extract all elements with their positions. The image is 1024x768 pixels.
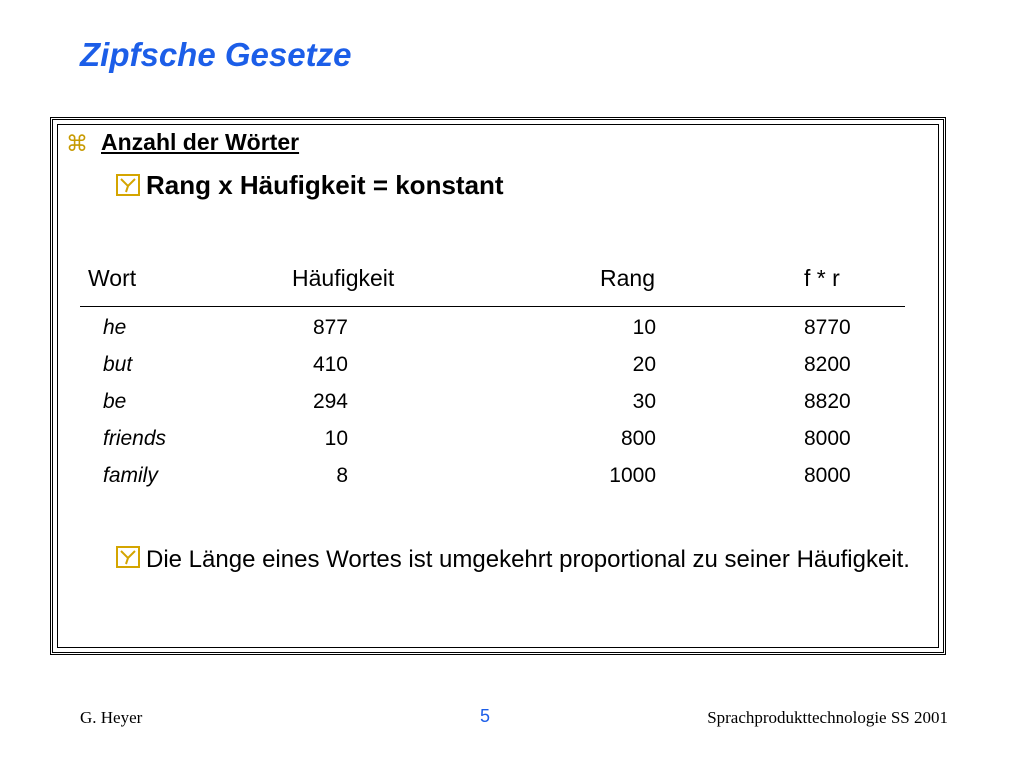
cell-product: 8820 — [804, 390, 851, 413]
column-header-haeufigkeit: Häufigkeit — [292, 265, 395, 291]
cell-rank: 10 — [632, 316, 656, 339]
column-header-fr: f * r — [804, 265, 840, 291]
cell-frequency: 8 — [336, 464, 348, 487]
cell-frequency: 410 — [312, 353, 348, 376]
checkbox-icon — [116, 174, 140, 196]
table-row — [0, 316, 1024, 353]
cell-product: 8000 — [804, 427, 851, 450]
cell-product: 8200 — [804, 353, 851, 376]
column-header-rang: Rang — [600, 265, 655, 291]
cell-rank: 30 — [632, 390, 656, 413]
table-row — [0, 353, 1024, 390]
cell-word: friends — [103, 427, 167, 450]
cell-frequency: 877 — [312, 316, 348, 339]
cell-rank: 1000 — [609, 464, 656, 487]
footer-page-number: 5 — [480, 706, 491, 726]
cell-rank: 20 — [632, 353, 656, 376]
table-row — [0, 390, 1024, 427]
checkbox-icon — [116, 546, 140, 568]
command-icon: ⌘ — [66, 131, 88, 156]
cell-frequency: 10 — [324, 427, 348, 450]
bullet-level1-text: Anzahl der Wörter — [101, 129, 300, 155]
table-row — [0, 464, 1024, 501]
cell-word: but — [103, 353, 133, 376]
table-row — [0, 427, 1024, 464]
cell-word: be — [103, 390, 127, 413]
column-header-wort: Wort — [88, 265, 137, 291]
slide-title: Zipfsche Gesetze — [80, 36, 352, 73]
cell-frequency: 294 — [312, 390, 348, 413]
bullet-level2-text: Die Länge eines Wortes ist umgekehrt proportional zu seiner Häufigkeit. — [146, 546, 910, 573]
cell-word: he — [103, 316, 127, 339]
bullet-level2-text: Rang x Häufigkeit = konstant — [146, 170, 504, 200]
cell-product: 8000 — [804, 464, 851, 487]
cell-product: 8770 — [804, 316, 851, 339]
footer-course: Sprachprodukttechnologie SS 2001 — [707, 708, 948, 727]
footer-author: G. Heyer — [80, 708, 143, 727]
table-header-rule — [80, 306, 905, 307]
cell-word: family — [103, 464, 158, 487]
cell-rank: 800 — [620, 427, 656, 450]
